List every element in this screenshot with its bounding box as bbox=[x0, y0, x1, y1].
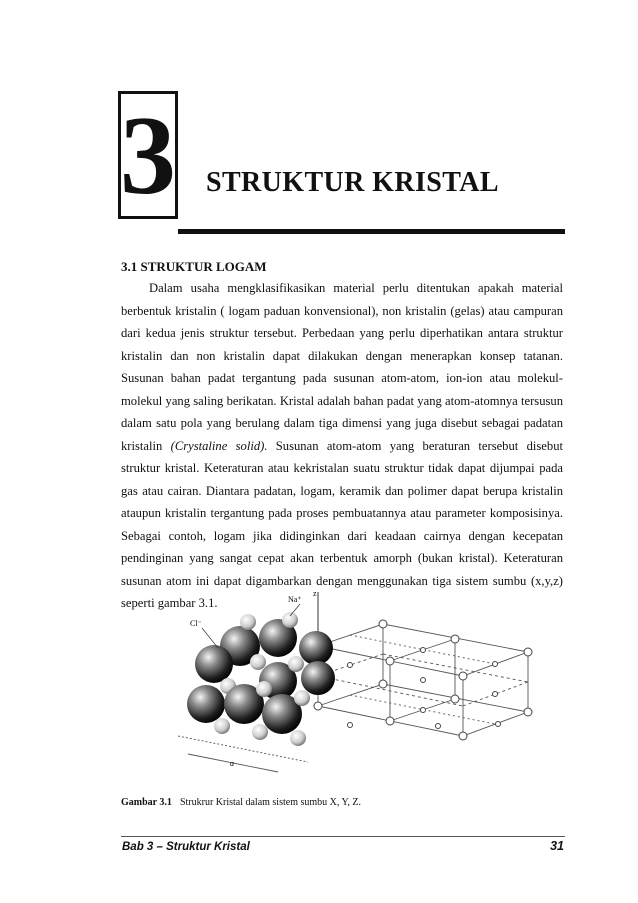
lattice-ions bbox=[314, 620, 532, 740]
chapter-number: 3 bbox=[120, 94, 176, 218]
sphere-model bbox=[187, 612, 335, 746]
crystal-structure-figure bbox=[178, 586, 568, 776]
na-ion-label: Na⁺ bbox=[288, 595, 302, 604]
figure-caption bbox=[121, 797, 361, 808]
footer-divider bbox=[121, 836, 565, 837]
title-underline bbox=[178, 229, 565, 234]
paragraph-italic-term: (Crystaline solid). bbox=[170, 438, 268, 453]
paragraph-text-1: Dalam usaha mengklasifikasikan material perlu ditentukan apakah material berbentuk kristalin ( logam paduan konvensional), non kristalin (gelas) atau campuran dari kedua jenis struktur tersebut. Perbedaan yang perlu diperhatikan antara struktur kristalin dan non kristalin dapat dilakukan dengan menerapkan konsep tatanan. Susunan bahan padat tergantung pada susunan atom-atom, ion-ion atau molekul-molekul yang saling berikatan. Kristal adalah bahan padat yang atom-atomnya tersusun dalam satu pola yang berulang dalam tiga dimensi yang juga disebut sebagai padatan kristalin bbox=[121, 281, 563, 453]
page-number: 31 bbox=[550, 839, 564, 853]
caption-label: Gambar 3.1 bbox=[121, 797, 172, 808]
z-axis-label: z bbox=[313, 589, 317, 598]
chapter-title: STRUKTUR KRISTAL bbox=[206, 167, 499, 198]
section-heading: 3.1 STRUKTUR LOGAM bbox=[121, 259, 267, 274]
body-paragraph bbox=[121, 277, 563, 615]
cl-pointer bbox=[202, 628, 218, 648]
footer-chapter-label: Bab 3 – Struktur Kristal bbox=[122, 841, 250, 853]
caption-text: Strukrur Kristal dalam sistem sumbu X, Y, Z. bbox=[179, 797, 362, 808]
cl-ion-label: Cl⁻ bbox=[190, 619, 202, 628]
dimension-a-label: a bbox=[230, 759, 234, 768]
chapter-number-box bbox=[118, 91, 178, 219]
paragraph-text-2: Susunan atom-atom yang beraturan tersebut disebut struktur kristal. Keteraturan atau kekristalan suatu struktur tidak dapat dijumpai pada gas atau cairan. Diantara padatan, logam, keramik dan polimer dapat berupa kristalin ataupun kristalin tergantung pada proses pembuatannya atau parameter komposisinya. Sebagai contoh, logam jika didinginkan dari keadaan cairnya dengan kecepatan pendinginan yang sangat cepat akan terbentuk amorph (bukan kristal). Keteraturan susunan atom ini dapat digambarkan dengan menggunakan tiga sistem sumbu (x,y,z) seperti gambar 3.1. bbox=[121, 438, 563, 610]
